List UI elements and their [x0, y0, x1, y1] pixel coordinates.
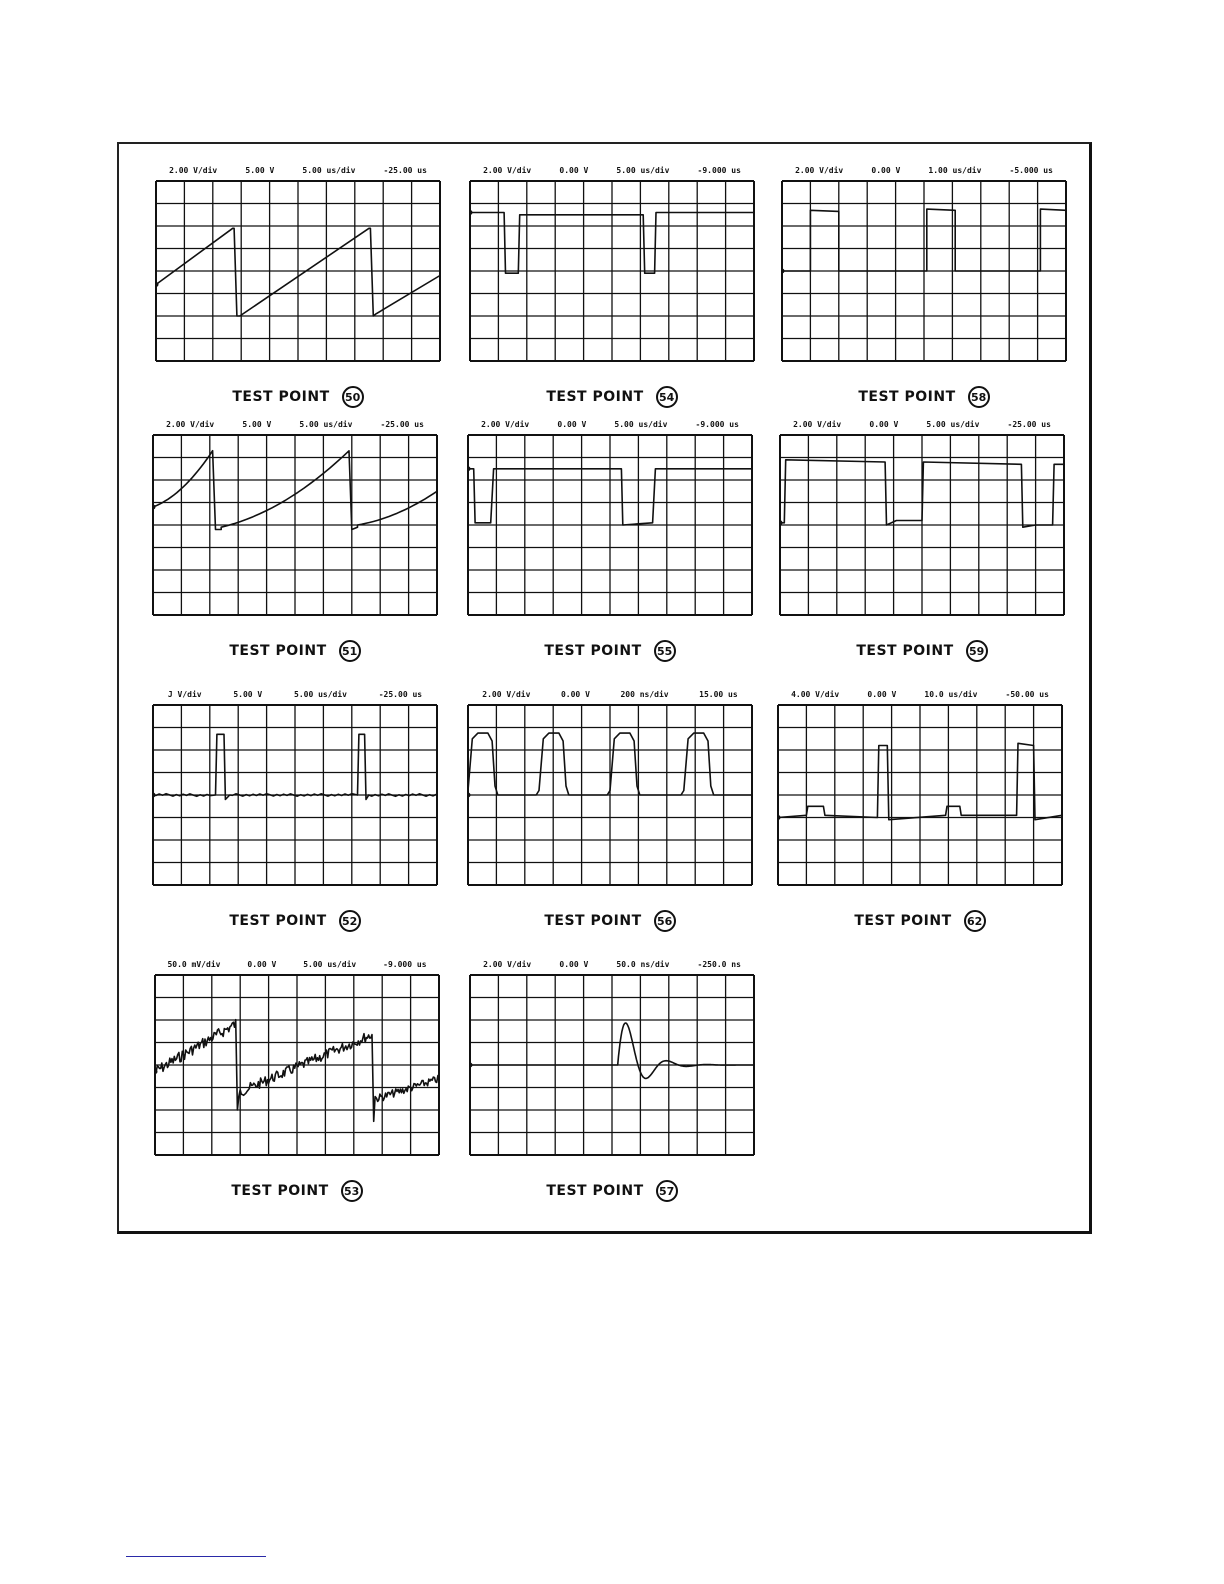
scope-setting: -50.00 us: [1005, 690, 1049, 699]
scope-setting: 0.00 V: [871, 166, 901, 175]
scope-setting: -25.00 us: [1007, 420, 1051, 429]
test-point-number: 53: [341, 1180, 363, 1202]
scope-setting: -25.00 us: [380, 420, 424, 429]
graticule: [780, 435, 1064, 615]
test-point-text: TEST POINT: [232, 389, 330, 405]
oscilloscope-screen: [469, 974, 755, 1156]
test-point-panel-59: [779, 420, 1065, 659]
test-point-panel-56: [467, 690, 753, 929]
scope-setting: 2.00 V/div: [166, 420, 215, 429]
test-point-label: [152, 640, 438, 662]
test-point-text: TEST POINT: [229, 913, 327, 929]
ground-marker: [152, 793, 156, 798]
figure-frame: [117, 142, 1092, 1234]
scope-setting: 5.00 us/div: [299, 420, 353, 429]
scope-setting: 5.00 V: [233, 690, 263, 699]
scope-setting: 5.00 us/div: [303, 960, 357, 969]
scope-setting: 0.00 V: [559, 166, 589, 175]
scope-setting: 50.0 mV/div: [167, 960, 221, 969]
test-point-number: 50: [342, 386, 364, 408]
scope-setting: 2.00 V/div: [481, 420, 530, 429]
test-point-number: 58: [968, 386, 990, 408]
test-point-text: TEST POINT: [229, 643, 327, 659]
scope-setting: -25.00 us: [383, 166, 427, 175]
graticule: [470, 181, 754, 361]
scope-setting: -9.000 us: [695, 420, 739, 429]
scope-settings: [152, 690, 438, 702]
test-point-number: 52: [339, 910, 361, 932]
graticule: [153, 435, 437, 615]
graticule: [778, 705, 1062, 885]
test-point-label: [781, 386, 1067, 408]
scope-settings: [777, 690, 1063, 702]
test-point-text: TEST POINT: [546, 1183, 644, 1199]
test-point-label: [779, 640, 1065, 662]
test-point-label: [152, 910, 438, 932]
test-point-panel-50: [155, 166, 441, 405]
test-point-label: [467, 640, 753, 662]
scope-settings: [154, 960, 440, 972]
test-point-number: 59: [966, 640, 988, 662]
test-point-label: [155, 386, 441, 408]
scope-settings: [467, 690, 753, 702]
scope-setting: 2.00 V/div: [483, 960, 532, 969]
ground-marker: [469, 210, 473, 215]
scope-setting: 2.00 V/div: [169, 166, 218, 175]
ground-marker: [467, 466, 471, 471]
scope-setting: -5.000 us: [1009, 166, 1053, 175]
test-point-label: [777, 910, 1063, 932]
scope-setting: 5.00 us/div: [302, 166, 356, 175]
scope-setting: 0.00 V: [559, 960, 589, 969]
test-point-panel-62: [777, 690, 1063, 929]
test-point-text: TEST POINT: [854, 913, 952, 929]
oscilloscope-screen: [155, 180, 441, 362]
scope-settings: [155, 166, 441, 178]
test-point-label: [154, 1180, 440, 1202]
scope-setting: -25.00 us: [378, 690, 423, 699]
test-point-panel-51: [152, 420, 438, 659]
test-point-text: TEST POINT: [856, 643, 954, 659]
oscilloscope-screen: [467, 704, 753, 886]
test-point-number: 54: [656, 386, 678, 408]
scope-setting: 5.00 V: [242, 420, 272, 429]
test-point-text: TEST POINT: [858, 389, 956, 405]
test-point-text: TEST POINT: [546, 389, 644, 405]
oscilloscope-screen: [469, 180, 755, 362]
scope-setting: 2.00 V/div: [483, 166, 532, 175]
test-point-text: TEST POINT: [544, 913, 642, 929]
test-point-number: 55: [654, 640, 676, 662]
scope-setting: 5.00 us/div: [616, 166, 670, 175]
scope-settings: [469, 166, 755, 178]
scope-setting: 2.00 V/div: [793, 420, 842, 429]
test-point-panel-53: [154, 960, 440, 1199]
scope-setting: -9.000 us: [697, 166, 741, 175]
oscilloscope-screen: [154, 974, 440, 1156]
test-point-panel-58: [781, 166, 1067, 405]
ground-marker: [777, 815, 781, 820]
scope-settings: [781, 166, 1067, 178]
scope-setting: 0.00 V: [557, 420, 587, 429]
test-point-panel-54: [469, 166, 755, 405]
test-point-panel-55: [467, 420, 753, 659]
footnote-rule: [126, 1556, 266, 1557]
scope-setting: 10.0 us/div: [924, 690, 978, 699]
oscilloscope-screen: [777, 704, 1063, 886]
scope-setting: 2.00 V/div: [482, 690, 531, 699]
scope-setting: 2.00 V/div: [795, 166, 844, 175]
ground-marker: [467, 793, 471, 798]
test-point-number: 62: [964, 910, 986, 932]
test-point-text: TEST POINT: [231, 1183, 329, 1199]
scope-setting: 5.00 us/div: [294, 690, 347, 699]
scope-setting: -9.000 us: [383, 960, 427, 969]
scope-setting: 4.00 V/div: [791, 690, 840, 699]
scope-settings: [467, 420, 753, 432]
test-point-number: 56: [654, 910, 676, 932]
ground-marker: [152, 505, 156, 510]
scope-setting: 0.00 V: [869, 420, 899, 429]
oscilloscope-screen: [779, 434, 1065, 616]
test-point-label: [469, 386, 755, 408]
test-point-panel-57: [469, 960, 755, 1199]
scope-settings: [152, 420, 438, 432]
scope-setting: 200 ns/div: [620, 690, 669, 699]
scope-settings: [779, 420, 1065, 432]
test-point-text: TEST POINT: [544, 643, 642, 659]
test-point-label: [469, 1180, 755, 1202]
test-point-number: 57: [656, 1180, 678, 1202]
scope-setting: 0.00 V: [560, 690, 590, 699]
oscilloscope-screen: [467, 434, 753, 616]
ground-marker: [781, 269, 785, 274]
ground-marker: [469, 1063, 473, 1068]
scope-setting: J V/div: [167, 690, 202, 699]
oscilloscope-screen: [152, 704, 438, 886]
scope-settings: [469, 960, 755, 972]
scope-setting: 0.00 V: [247, 960, 277, 969]
test-point-number: 51: [339, 640, 361, 662]
scope-setting: 5.00 V: [245, 166, 275, 175]
test-point-panel-52: [152, 690, 438, 929]
scope-setting: 5.00 us/div: [926, 420, 980, 429]
graticule: [468, 435, 752, 615]
graticule: [156, 181, 440, 361]
test-point-label: [467, 910, 753, 932]
scope-setting: 50.0 ns/div: [616, 960, 670, 969]
oscilloscope-screen: [781, 180, 1067, 362]
scope-setting: 1.00 us/div: [928, 166, 982, 175]
scope-setting: -250.0 ns: [697, 960, 741, 969]
oscilloscope-screen: [152, 434, 438, 616]
scope-setting: 0.00 V: [867, 690, 897, 699]
scope-setting: 5.00 us/div: [614, 420, 668, 429]
scope-setting: 15.00 us: [699, 690, 738, 699]
